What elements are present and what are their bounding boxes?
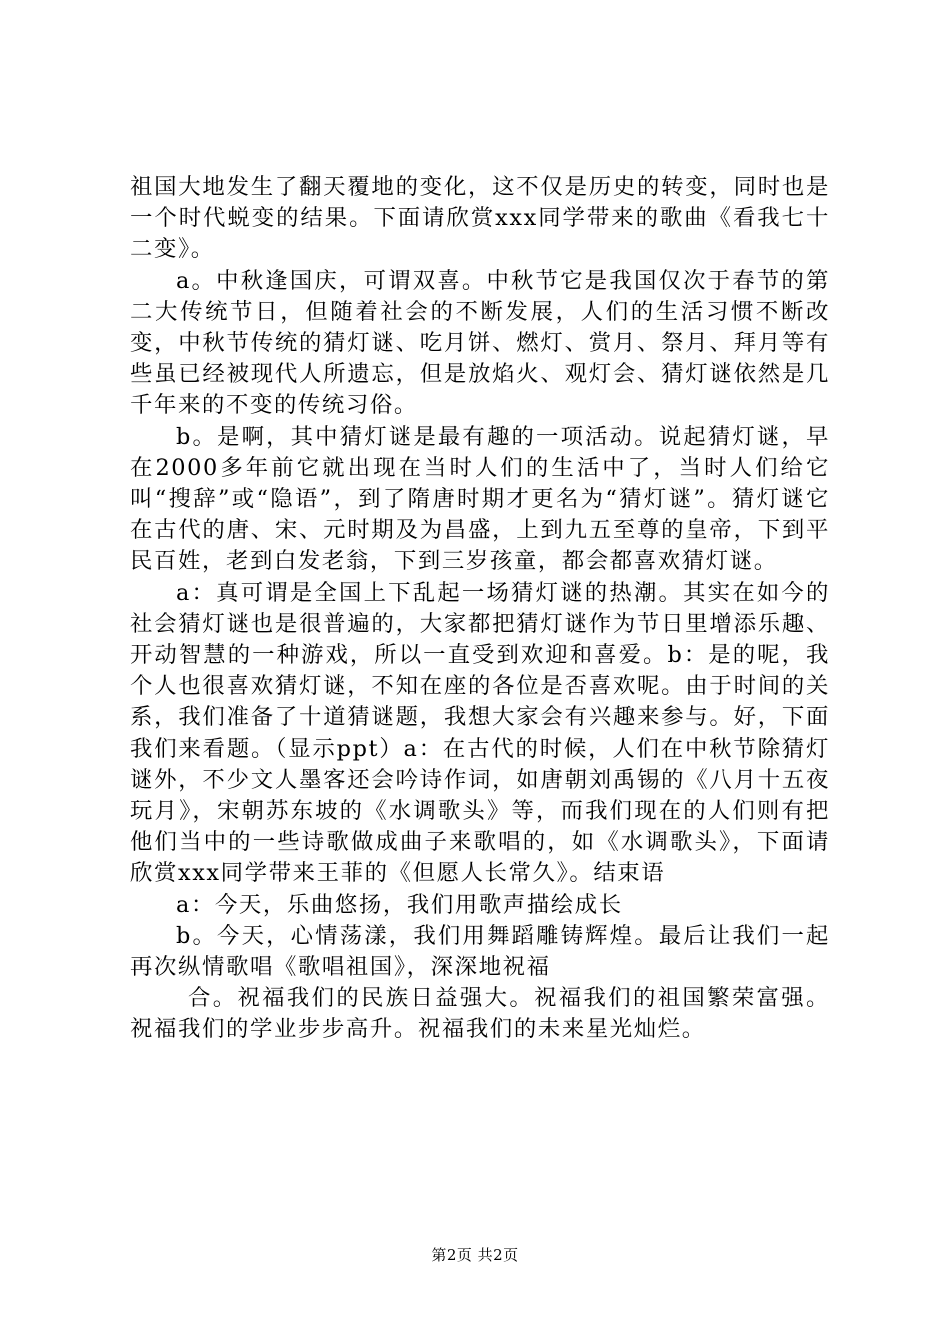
paragraph-intro: 祖国大地发生了翻天覆地的变化，这不仅是历史的转变，同时也是一个时代蜕变的结果。下面请欣赏xxx同学带来的歌曲《看我七十二变》。 (130, 174, 830, 263)
paragraph-closing-together: 合。祝福我们的民族日益强大。祝福我们的祖国繁荣富强。祝福我们的学业步步高升。祝福我们的未来星光灿烂。 (130, 985, 830, 1043)
document-body (130, 172, 830, 1046)
paragraph-closing-a: a：今天，乐曲悠扬，我们用歌声描绘成长 (176, 891, 623, 918)
paragraph-riddle-game: a：真可谓是全国上下乱起一场猜灯谜的热潮。其实在如今的社会猜灯谜也是很普遍的，大家都把猜灯谜作为节日里增添乐趣、开动智慧的一种游戏，所以一直受到欢迎和喜爱。b：是的呢，我个人也很喜欢猜灯谜，不知在座的各位是否喜欢呢。由于时间的关系，我们准备了十道猜谜题，我想大家会有兴趣来参与。好，下面我们来看题。（显示ppt）a：在古代的时候，人们在中秋节除猜灯谜外，不少文人墨客还会吟诗作词，如唐朝刘禹锡的《八月十五夜玩月》，宋朝苏东坡的《水调歌头》等，而我们现在的人们则有把他们当中的一些诗歌做成曲子来歌唱的，如《水调歌头》，下面请欣赏xxx同学带来王菲的《但愿人长常久》。结束语 (130, 579, 830, 887)
paragraph-lantern-riddles: b。是啊，其中猜灯谜是最有趣的一项活动。说起猜灯谜，早在2000多年前它就出现在当时人们的生活中了，当时人们给它叫“搜辞”或“隐语”，到了隋唐时期才更名为“猜灯谜”。猜灯谜它在古代的唐、宋、元时期及为昌盛，上到九五至尊的皇帝，下到平民百姓，老到白发老翁，下到三岁孩童，都会都喜欢猜灯谜。 (130, 423, 830, 575)
paragraph-mid-autumn: a。中秋逢国庆，可谓双喜。中秋节它是我国仅次于春节的第二大传统节日，但随着社会的不断发展，人们的生活习惯不断改变，中秋节传统的猜灯谜、吃月饼、燃灯、赏月、祭月、拜月等有些虽已经被现代人所遗忘，但是放焰火、观灯会、猜灯谜依然是几千年来的不变的传统习俗。 (130, 267, 830, 419)
page-number-footer: 第2页 共2页 (431, 1246, 519, 1264)
paragraph-closing-b: b。今天，心情荡漾，我们用舞蹈雕铸辉煌。最后让我们一起再次纵情歌唱《歌唱祖国》，深深地祝福 (130, 922, 830, 981)
